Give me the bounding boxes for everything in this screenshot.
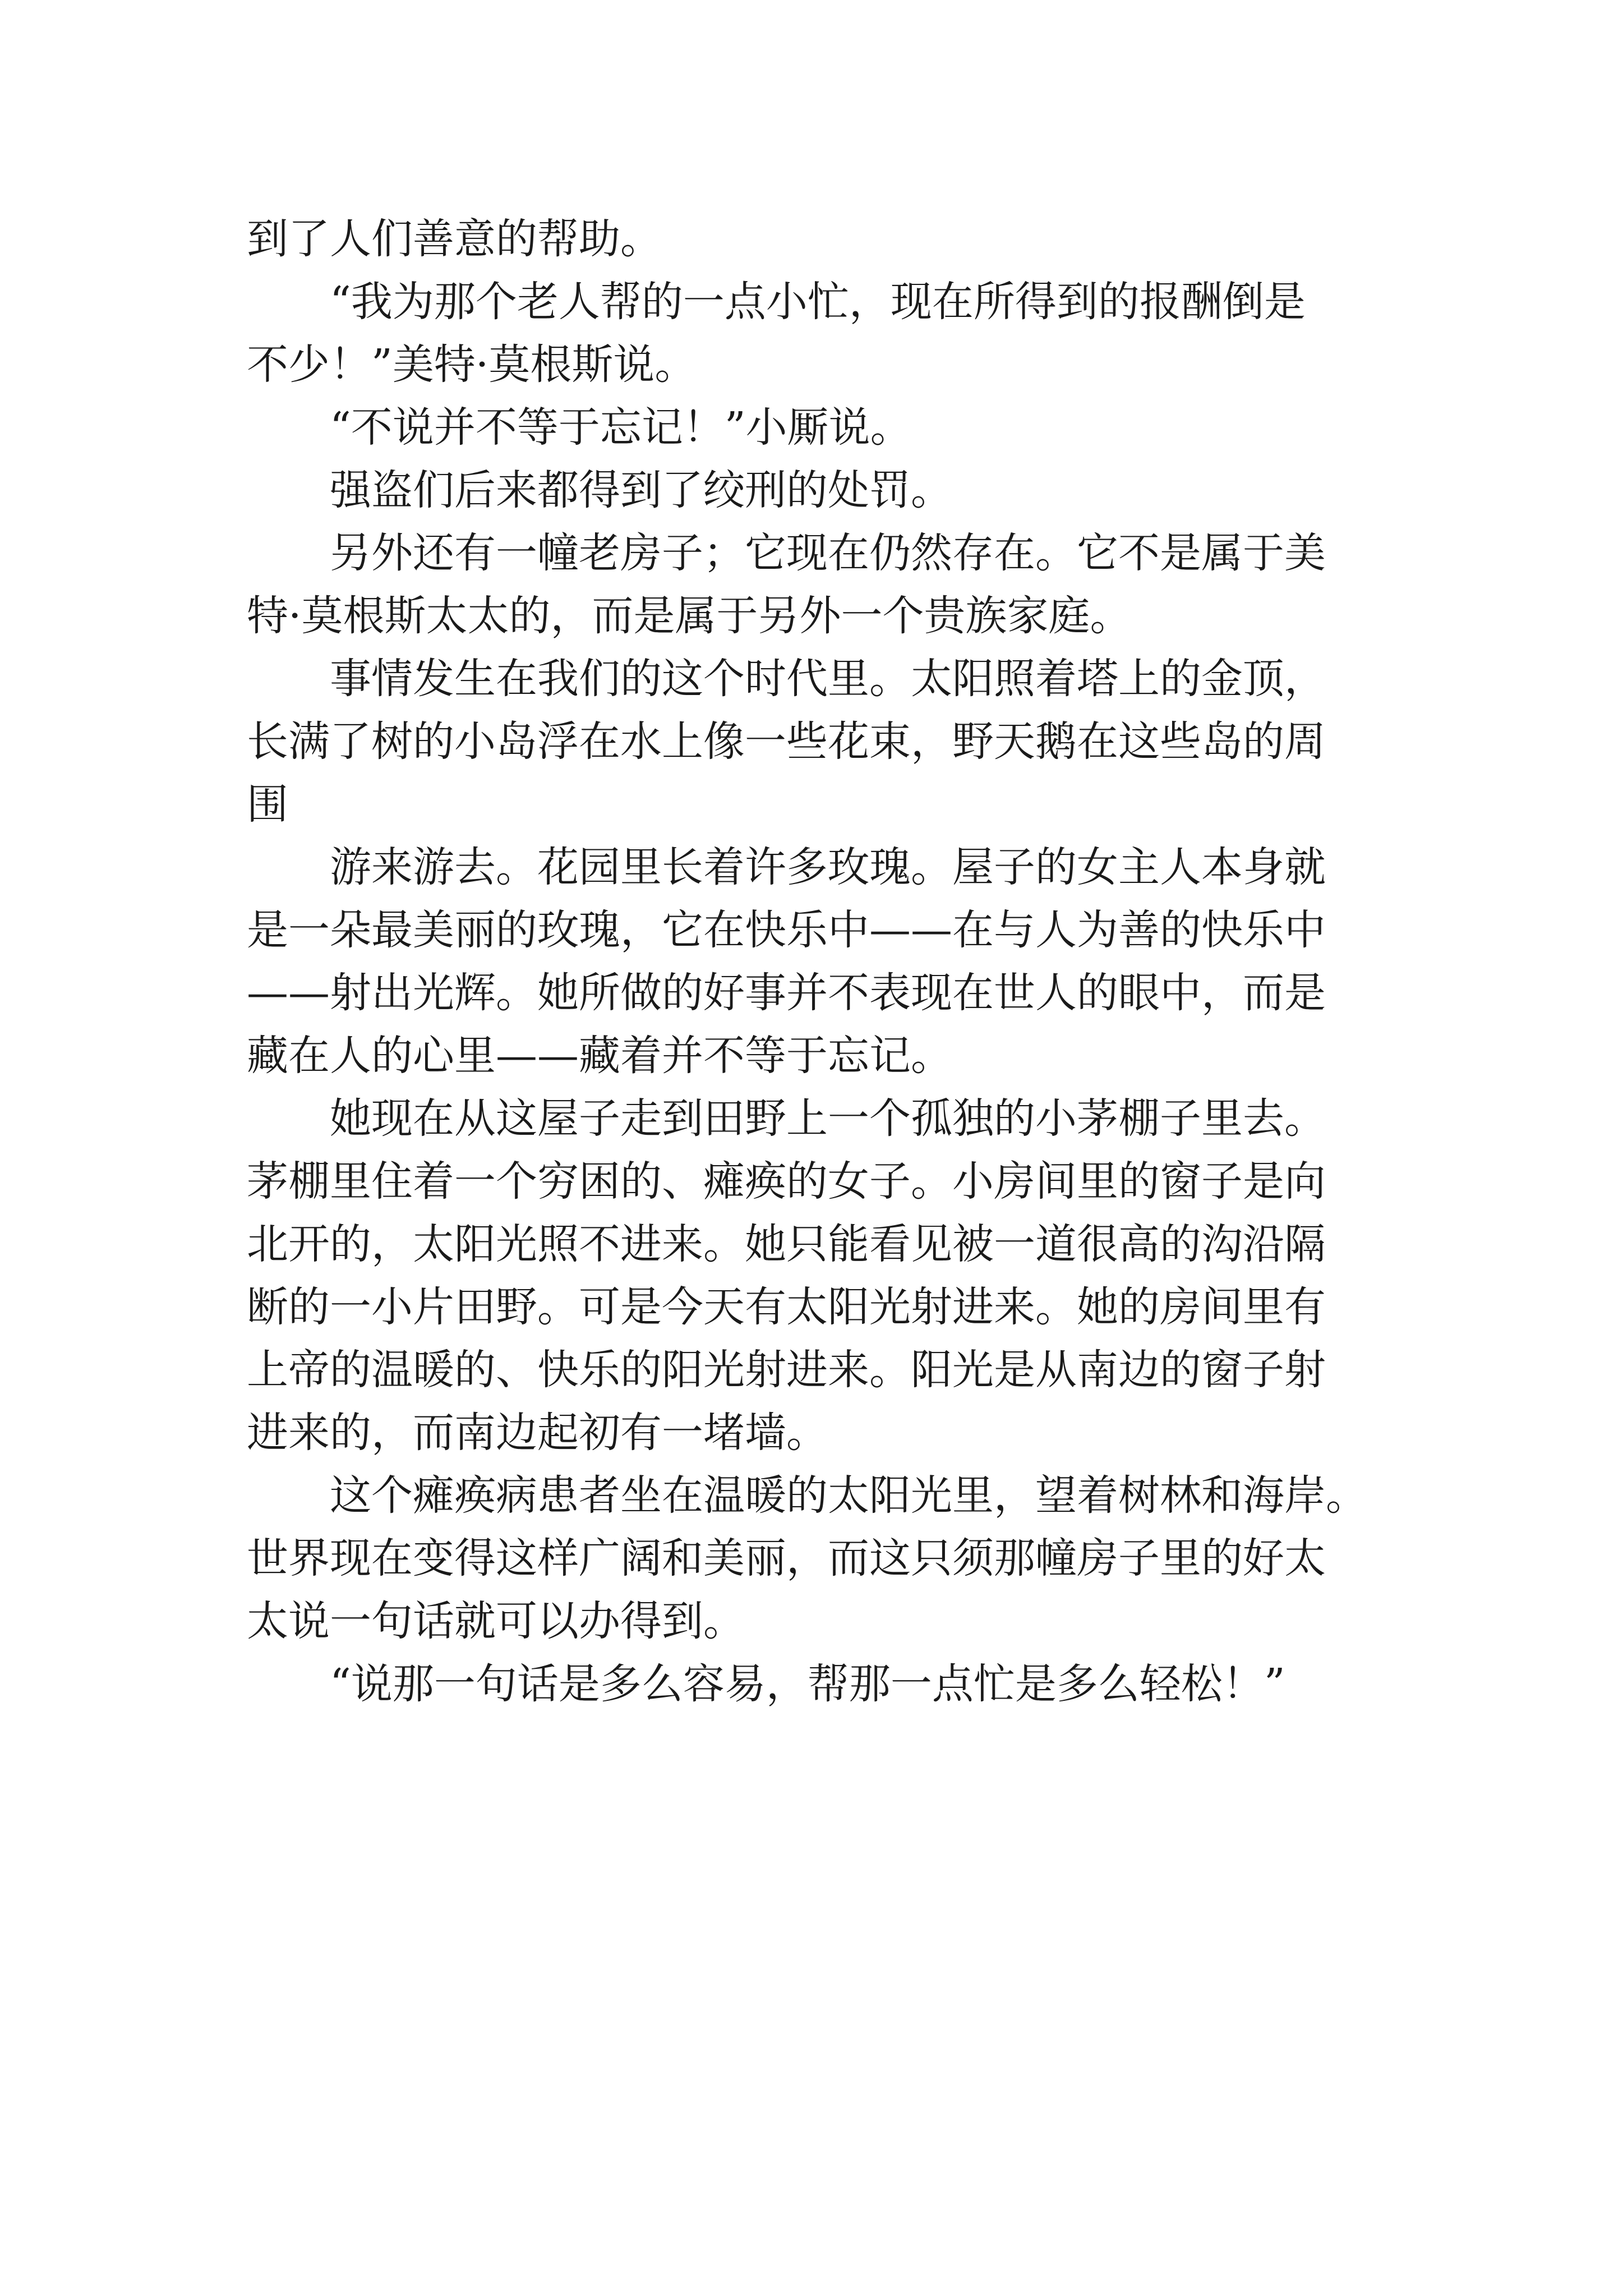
- text-line: 另外还有一幢老房子；它现在仍然存在。它不是属于美: [247, 529, 1326, 577]
- text-line: 茅棚里住着一个穷困的、瘫痪的女子。小房间里的窗子是向: [247, 1157, 1326, 1205]
- text-line: 上帝的温暖的、快乐的阳光射进来。阳光是从南边的窗子射: [247, 1346, 1326, 1394]
- text-line: 断的一小片田野。可是今天有太阳光射进来。她的房间里有: [247, 1283, 1326, 1331]
- text-line: 太说一句话就可以办得到。: [247, 1597, 745, 1645]
- text-line: 到了人们善意的帮助。: [247, 215, 662, 263]
- text-line: 强盗们后来都得到了绞刑的处罚。: [247, 466, 952, 514]
- text-line: 她现在从这屋子走到田野上一个孤独的小茅棚子里去。: [247, 1094, 1326, 1143]
- text-line: 特·莫根斯太太的，而是属于另外一个贵族家庭。: [247, 592, 1132, 640]
- text-line: “说那一句话是多么容易，帮那一点忙是多么轻松！”: [247, 1660, 1285, 1708]
- text-line: 是一朵最美丽的玫瑰，它在快乐中——在与人为善的快乐中: [247, 906, 1326, 954]
- text-line: 不少！”美特·莫根斯说。: [247, 341, 697, 389]
- text-line: 事情发生在我们的这个时代里。太阳照着塔上的金顶，: [247, 655, 1326, 703]
- document-page: [247, 208, 1391, 1715]
- text-line: 进来的，而南边起初有一堵墙。: [247, 1409, 828, 1457]
- text-line: ——射出光辉。她所做的好事并不表现在世人的眼中，而是: [247, 969, 1326, 1017]
- text-line: 世界现在变得这样广阔和美丽，而这只须那幢房子里的好太: [247, 1534, 1326, 1582]
- text-line: “不说并不等于忘记！”小厮说。: [247, 403, 912, 452]
- text-line: 围: [247, 780, 288, 829]
- text-line: “我为那个老人帮的一点小忙，现在所得到的报酬倒是: [247, 278, 1306, 326]
- text-line: 北开的，太阳光照不进来。她只能看见被一道很高的沟沿隔: [247, 1220, 1326, 1268]
- text-line: 这个瘫痪病患者坐在温暖的太阳光里，望着树林和海岸。: [247, 1471, 1367, 1520]
- text-line: 藏在人的心里——藏着并不等于忘记。: [247, 1032, 952, 1080]
- text-line: 长满了树的小岛浮在水上像一些花束，野天鹅在这些岛的周: [247, 717, 1326, 766]
- text-line: 游来游去。花园里长着许多玫瑰。屋子的女主人本身就: [247, 843, 1326, 891]
